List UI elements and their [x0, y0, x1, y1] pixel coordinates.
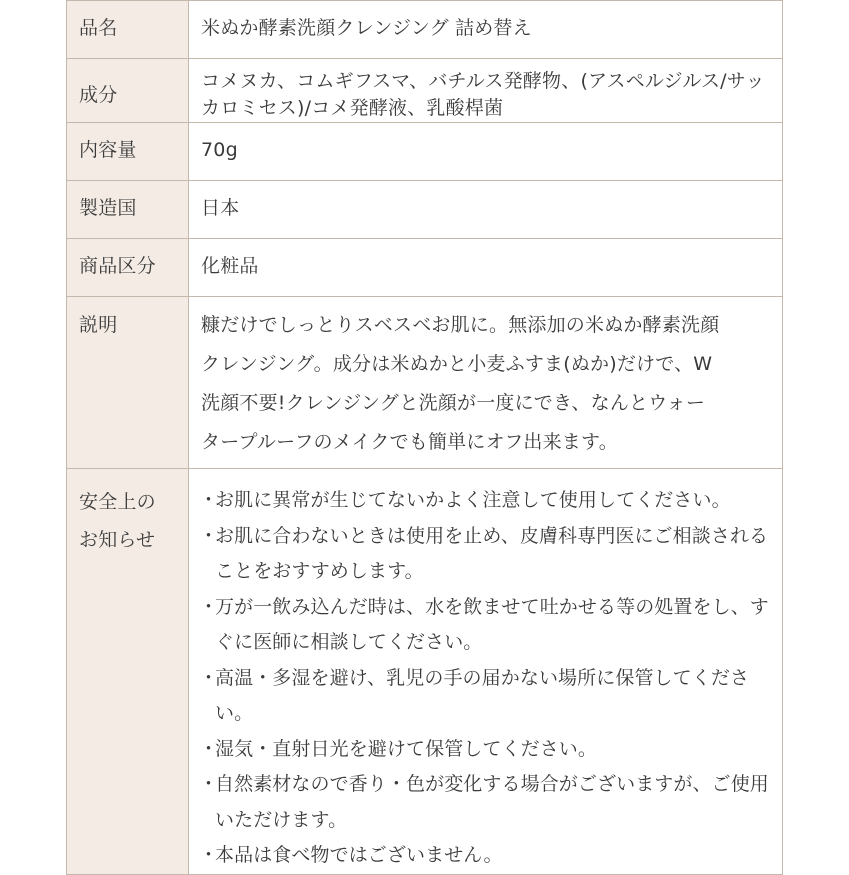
- spec-value-cell: [189, 59, 783, 123]
- safety-notice-text: 本品は食べ物ではございません。: [215, 844, 503, 866]
- spec-value-cell: [189, 239, 783, 297]
- spec-value-category: 化粧品: [201, 255, 259, 277]
- bullet-icon: ・: [199, 595, 219, 618]
- safety-notice-item: [197, 590, 774, 661]
- spec-label-cell: [67, 181, 189, 239]
- safety-notice-text: お肌に異常が生じてないかよく注意して使用してください。: [215, 489, 731, 511]
- spec-label-safety: 安全上の お知らせ: [79, 491, 156, 551]
- spec-value-cell: [189, 1, 783, 59]
- spec-row-category: [67, 239, 783, 297]
- safety-notice-item: [197, 838, 774, 874]
- spec-value-cell: [189, 469, 783, 875]
- spec-label-description: 説明: [79, 314, 118, 336]
- spec-value-ingredients: コメヌカ、コムギフスマ、バチルス発酵物、(アスペルジルス/サッ カロミセス)/コメ発酵液、乳酸桿菌: [201, 70, 765, 119]
- spec-label-cell: [67, 59, 189, 123]
- spec-value-country: 日本: [201, 197, 240, 219]
- safety-notice-item: [197, 519, 774, 590]
- product-spec-table: [66, 0, 783, 875]
- safety-notice-item: [197, 767, 774, 838]
- spec-label-cell: [67, 123, 189, 181]
- safety-notice-text: 湿気・直射日光を避けて保管してください。: [215, 737, 598, 760]
- bullet-icon: ・: [199, 489, 219, 511]
- spec-label-ingredients: 成分: [79, 84, 118, 106]
- spec-label-cell: [67, 1, 189, 59]
- safety-notice-text: 自然素材なので香り・色が変化する場合がございますが、ご使用 いただけます。: [215, 773, 769, 831]
- spec-label-category: 商品区分: [79, 255, 156, 277]
- spec-row-ingredients: [67, 59, 783, 123]
- safety-notice-list: [189, 469, 782, 874]
- spec-label-country: 製造国: [79, 197, 137, 219]
- spec-label-volume: 内容量: [79, 139, 137, 161]
- spec-label-cell: [67, 239, 189, 297]
- spec-label-cell: [67, 297, 189, 469]
- bullet-icon: ・: [199, 666, 219, 689]
- bullet-icon: ・: [199, 737, 219, 760]
- safety-notice-item: [197, 732, 774, 768]
- spec-value-volume: 70g: [201, 139, 238, 161]
- safety-notice-item: [197, 661, 774, 732]
- bullet-icon: ・: [199, 844, 219, 866]
- spec-value-cell: [189, 297, 783, 469]
- spec-row-safety: [67, 469, 783, 875]
- spec-row-description: [67, 297, 783, 469]
- safety-notice-item: [197, 483, 774, 519]
- bullet-icon: ・: [199, 524, 219, 547]
- spec-row-volume: [67, 123, 783, 181]
- bullet-icon: ・: [199, 773, 219, 795]
- spec-value-cell: [189, 123, 783, 181]
- spec-value-product-name: 米ぬか酵素洗顔クレンジング 詰め替え: [201, 17, 532, 39]
- spec-value-cell: [189, 181, 783, 239]
- safety-notice-text: 万が一飲み込んだ時は、水を飲ませて吐かせる等の処置をし、す ぐに医師に相談してください。: [215, 595, 769, 653]
- safety-notice-text: お肌に合わないときは使用を止め、皮膚科専門医にご相談される ことをおすすめします。: [215, 524, 769, 582]
- safety-notice-text: 高温・多湿を避け、乳児の手の届かない場所に保管してください。: [215, 666, 750, 724]
- spec-label-product-name: 品名: [79, 17, 118, 39]
- spec-row-country: [67, 181, 783, 239]
- spec-value-description: 糠だけでしっとりスベスベお肌に。無添加の米ぬか酵素洗顔 クレンジング。成分は米ぬかと小麦ふすま(ぬか)だけで、W 洗顔不要!クレンジングと洗顔が一度にでき、なんとウォー タープルーフのメイクでも簡単にオフ出来ます。: [201, 314, 720, 453]
- spec-row-product-name: [67, 1, 783, 59]
- spec-label-cell: [67, 469, 189, 875]
